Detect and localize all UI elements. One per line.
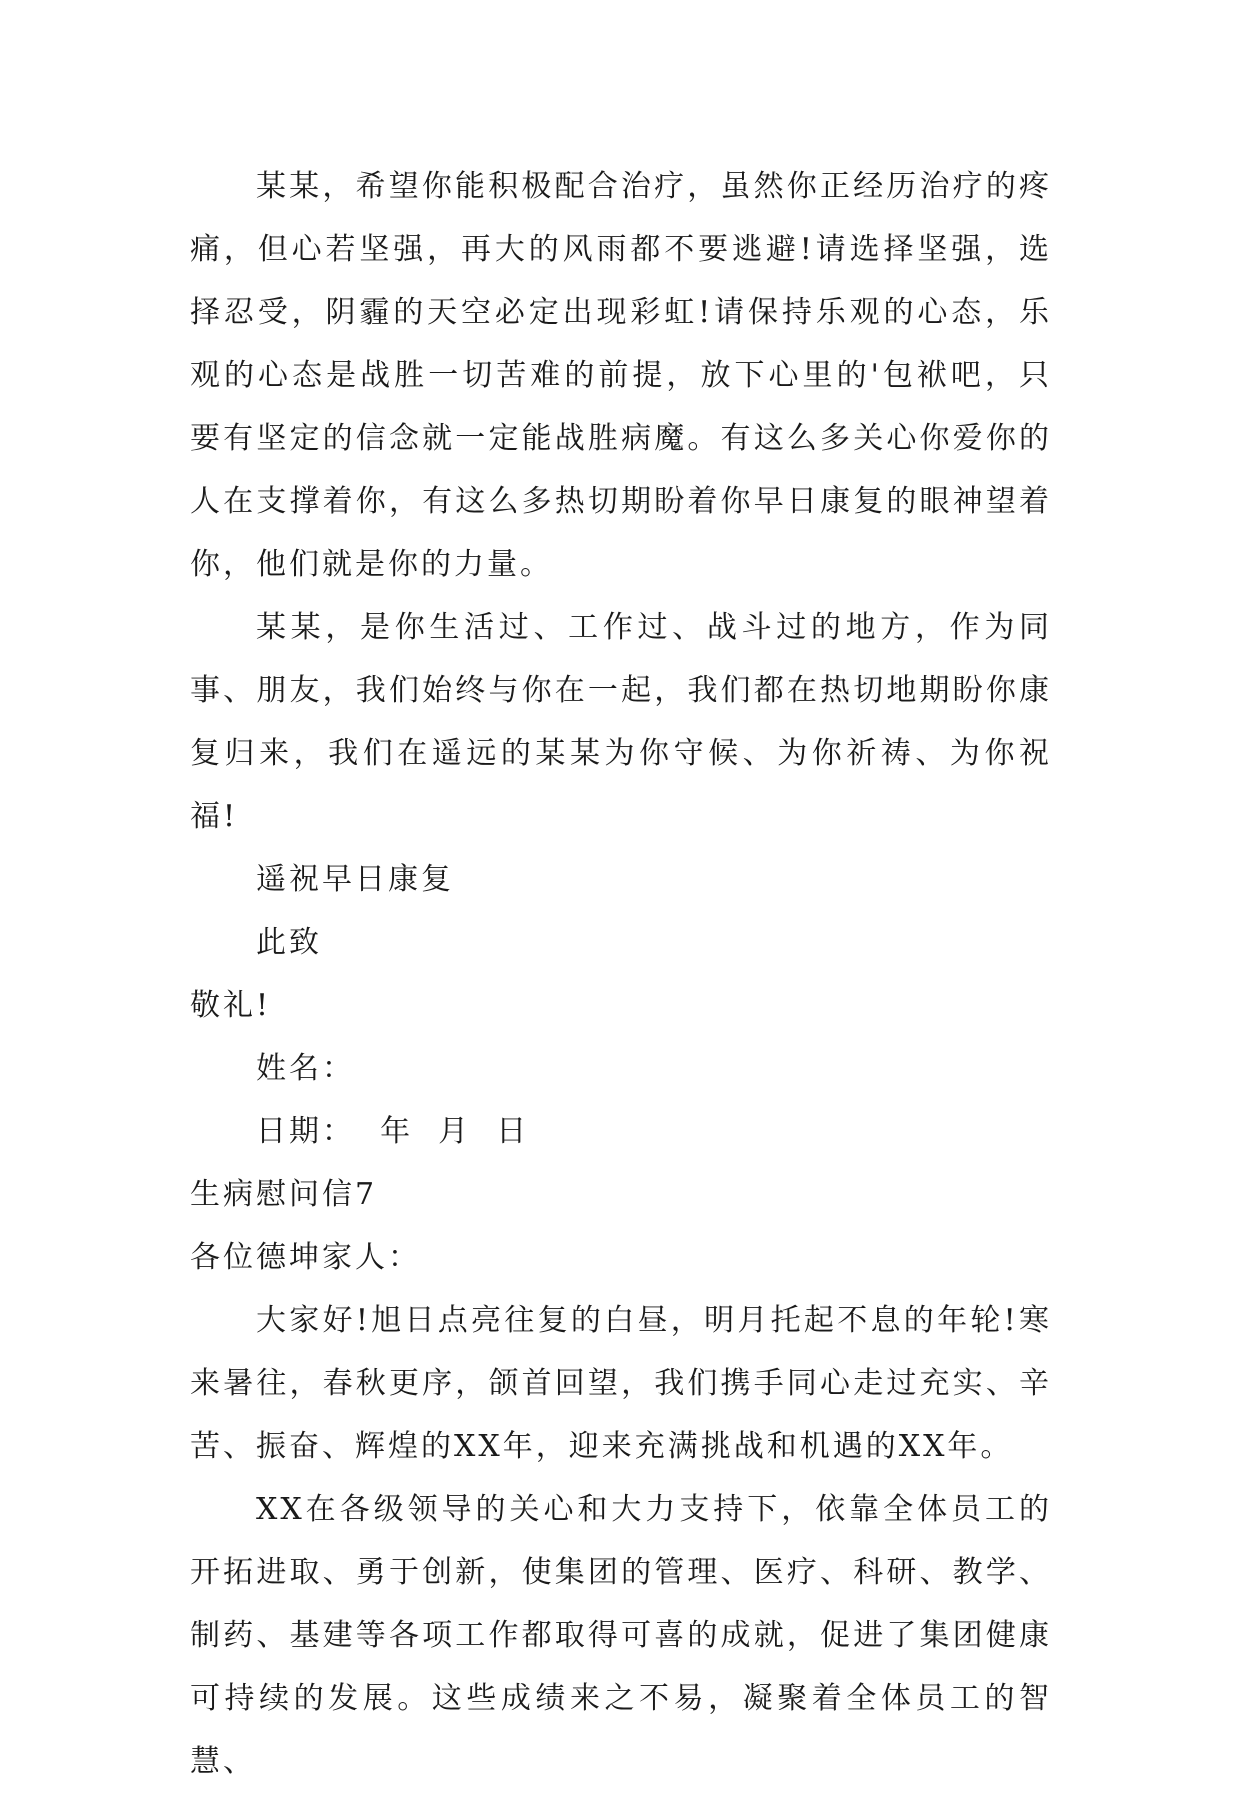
paragraph-encouragement: 某某，希望你能积极配合治疗，虽然你正经历治疗的疼痛，但心若坚强，再大的风雨都不要逃避!请选择坚强，选择忍受，阴霾的天空必定出现彩虹!请保持乐观的心态，乐观的心态是战胜一切苦难的前提，放下心里的'包袱吧，只要有坚定的信念就一定能战胜病魔。有这么多关心你爱你的人在支撑着你，有这么多热切期盼着你早日康复的眼神望着你，他们就是你的力量。	[190, 169, 1052, 582]
signature-name-line: 姓名：	[256, 1051, 355, 1086]
paragraph-colleagues: 某某，是你生活过、工作过、战斗过的地方，作为同事、朋友，我们始终与你在一起，我们都在热切地期盼你康复归来，我们在遥远的某某为你守候、为你祈祷、为你祝福!	[190, 610, 1052, 834]
letter-greeting: 各位德坤家人：	[190, 1240, 421, 1275]
closing-salutation: 此致	[256, 925, 322, 960]
signature-date-line: 日期： 年 月 日	[256, 1114, 530, 1149]
closing-wish: 遥祝早日康复	[256, 862, 454, 897]
document-body	[190, 155, 1052, 1793]
letter-heading: 生病慰问信7	[190, 1177, 378, 1212]
closing-regards: 敬礼!	[190, 988, 272, 1023]
paragraph-achievements: XX在各级领导的关心和大力支持下，依靠全体员工的开拓进取、勇于创新，使集团的管理、医疗、科研、教学、制药、基建等各项工作都取得可喜的成就，促进了集团健康可持续的发展。这些成绩来之不易，凝聚着全体员工的智慧、	[190, 1492, 1052, 1779]
paragraph-new-year: 大家好!旭日点亮往复的白昼，明月托起不息的年轮!寒来暑往，春秋更序，颌首回望，我们携手同心走过充实、辛苦、振奋、辉煌的XX年，迎来充满挑战和机遇的XX年。	[190, 1303, 1052, 1464]
